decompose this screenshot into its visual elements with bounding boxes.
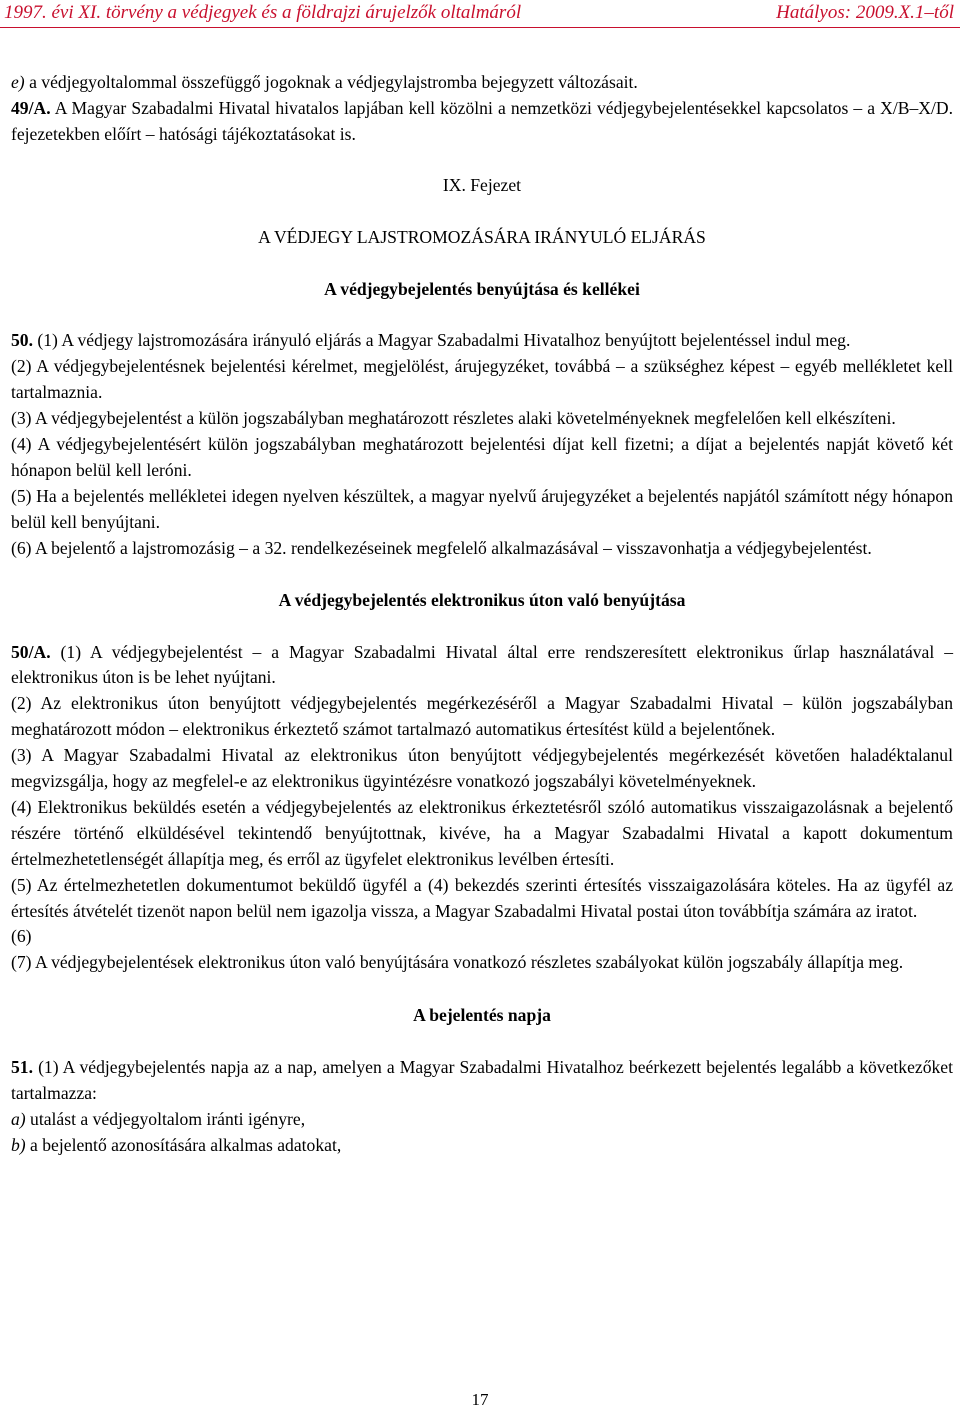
section-50a-para-7: (7) A védjegybejelentések elektronikus úton való benyújtására vonatkozó részletes szabályokat külön jogszabály állapítja meg. bbox=[11, 952, 904, 973]
subheading-filing-requirements: A védjegybejelentés benyújtása és kellékei bbox=[324, 278, 640, 299]
section-50-para-5: (5) Ha a bejelentés mellékletei idegen nyelven készültek, a magyar nyelvű árujegyzéket a bejelentés napjától számított négy hónapon belül kell benyújtani. bbox=[11, 485, 953, 532]
document-body bbox=[11, 70, 953, 1159]
section-50-para-2: (2) A védjegybejelentésnek bejelentési kérelmet, megjelölést, árujegyzéket, továbbá – a szükséghez képest – egyéb mellékletet kell tartalmaznia. bbox=[11, 356, 953, 403]
section-50-para-6: (6) A bejelentő a lajstromozásig – a 32. rendelkezéseinek megfelelő alkalmazásával – visszavonhatja a védjegybejelentést. bbox=[11, 537, 872, 558]
chapter-heading: IX. Fejezet bbox=[442, 174, 522, 195]
section-51-item-a-text: utalást a védjegyoltalom iránti igényre, bbox=[25, 1109, 306, 1129]
section-50-para-4: (4) A védjegybejelentésért külön jogszabályban meghatározott bejelentési díjat kell fizetni; a díjat a bejelentés napját követő két hónapon belül kell leróni. bbox=[11, 434, 953, 480]
header-law-title: 1997. évi XI. törvény a védjegyek és a földrajzi árujelzők oltalmáról bbox=[4, 2, 522, 23]
section-51-item-b-label: b) bbox=[11, 1134, 26, 1155]
section-50a-para-2: (2) Az elektronikus úton benyújtott védjegybejelentés megérkezéséről a Magyar Szabadalmi Hivatal – külön jogszabályban meghatározott módon – elektronikus érkeztető számot tartalmazó automatikus értesítést küld a bejelentőnek. bbox=[11, 693, 953, 740]
item-e-text: a védjegyoltalommal összefüggő jogoknak a védjegylajstromba bejegyzett változásait. bbox=[24, 72, 638, 92]
section-51-item-b-text: a bejelentő azonosítására alkalmas adatokat, bbox=[25, 1134, 342, 1155]
section-50-para-3: (3) A védjegybejelentést a külön jogszabályban meghatározott részletes alaki követelményeknek megfelelően kell elkészíteni. bbox=[11, 408, 896, 429]
section-49a bbox=[11, 96, 953, 148]
subheading-filing-date: A bejelentés napja bbox=[413, 1005, 551, 1026]
section-50a-para-1-text: (1) A védjegybejelentést – a Magyar Szabadalmi Hivatal által erre rendszeresített elektronikus űrlap használatával – elektronikus úton is be lehet nyújtani. bbox=[11, 641, 953, 688]
section-50-para-1-text: (1) A védjegy lajstromozására irányuló eljárás a Magyar Szabadalmi Hivatalhoz benyújtott bejelentéssel indul meg. bbox=[33, 330, 851, 351]
item-e-label: e) bbox=[11, 72, 25, 92]
subheading-electronic-filing: A védjegybejelentés elektronikus úton való benyújtása bbox=[278, 589, 686, 610]
section-51-item-a-label: a) bbox=[11, 1109, 26, 1129]
section-49a-number: 49/A. bbox=[11, 97, 51, 118]
section-51-number: 51. bbox=[11, 1057, 33, 1078]
section-49a-text: A Magyar Szabadalmi Hivatal hivatalos lapjában kell közölni a nemzetközi védjegybejelentésekkel kapcsolatos – a X/B–X/D. fejezetekben előírt – hatósági tájékoztatásokat is. bbox=[11, 97, 953, 144]
section-50a-para-3: (3) A Magyar Szabadalmi Hivatal az elektronikus úton benyújtott védjegybejelentés megérkezését követően haladéktalanul megvizsgálja, hogy az megfelel-e az elektronikus ügyintézésre vonatkozó jogszabályi követelményeknek. bbox=[11, 745, 953, 792]
section-51-para-1 bbox=[11, 1055, 953, 1107]
section-51-item-b bbox=[11, 1133, 953, 1159]
part-title: A VÉDJEGY LAJSTROMOZÁSÁRA IRÁNYULÓ ELJÁRÁS bbox=[258, 226, 706, 247]
section-50a-para-6: (6) bbox=[11, 926, 32, 947]
section-50a-number: 50/A. bbox=[11, 641, 51, 662]
header-effective-date: Hatályos: 2009.X.1–től bbox=[776, 2, 954, 23]
section-50a-para-4: (4) Elektronikus beküldés esetén a védjegybejelentés az elektronikus érkeztetésről szóló automatikus visszaigazolásnak a bejelentő részére történő elküldésével tekintendő benyújtottnak, kivéve, ha a Magyar Szabadalmi Hivatal a kapott dokumentum értelmezhetetlenségét állapítja meg, és erről az ügyfelet elektronikus levélben értesíti. bbox=[11, 796, 953, 869]
section-51-para-1-text: (1) A védjegybejelentés napja az a nap, amelyen a Magyar Szabadalmi Hivatalhoz beérkezett bejelentés legalább a következőket tartalmazza: bbox=[11, 1057, 953, 1104]
section-50a-para-1 bbox=[11, 640, 953, 692]
header-rule bbox=[0, 27, 960, 28]
section-50-para-1 bbox=[11, 328, 953, 354]
section-51-item-a bbox=[11, 1107, 953, 1133]
page-number: 17 bbox=[471, 1390, 489, 1409]
item-e bbox=[11, 70, 953, 96]
page-header bbox=[0, 0, 960, 30]
section-50a-para-5: (5) Az értelmezhetetlen dokumentumot beküldő ügyfél a (4) bekezdés szerinti értesítés visszaigazolására köteles. Ha az ügyfél az értesítés átvételét tizenöt napon belül nem igazolja vissza, a Magyar Szabadalmi Hivatal postai úton továbbítja számára az iratot. bbox=[11, 874, 953, 921]
section-50-number: 50. bbox=[11, 330, 33, 351]
